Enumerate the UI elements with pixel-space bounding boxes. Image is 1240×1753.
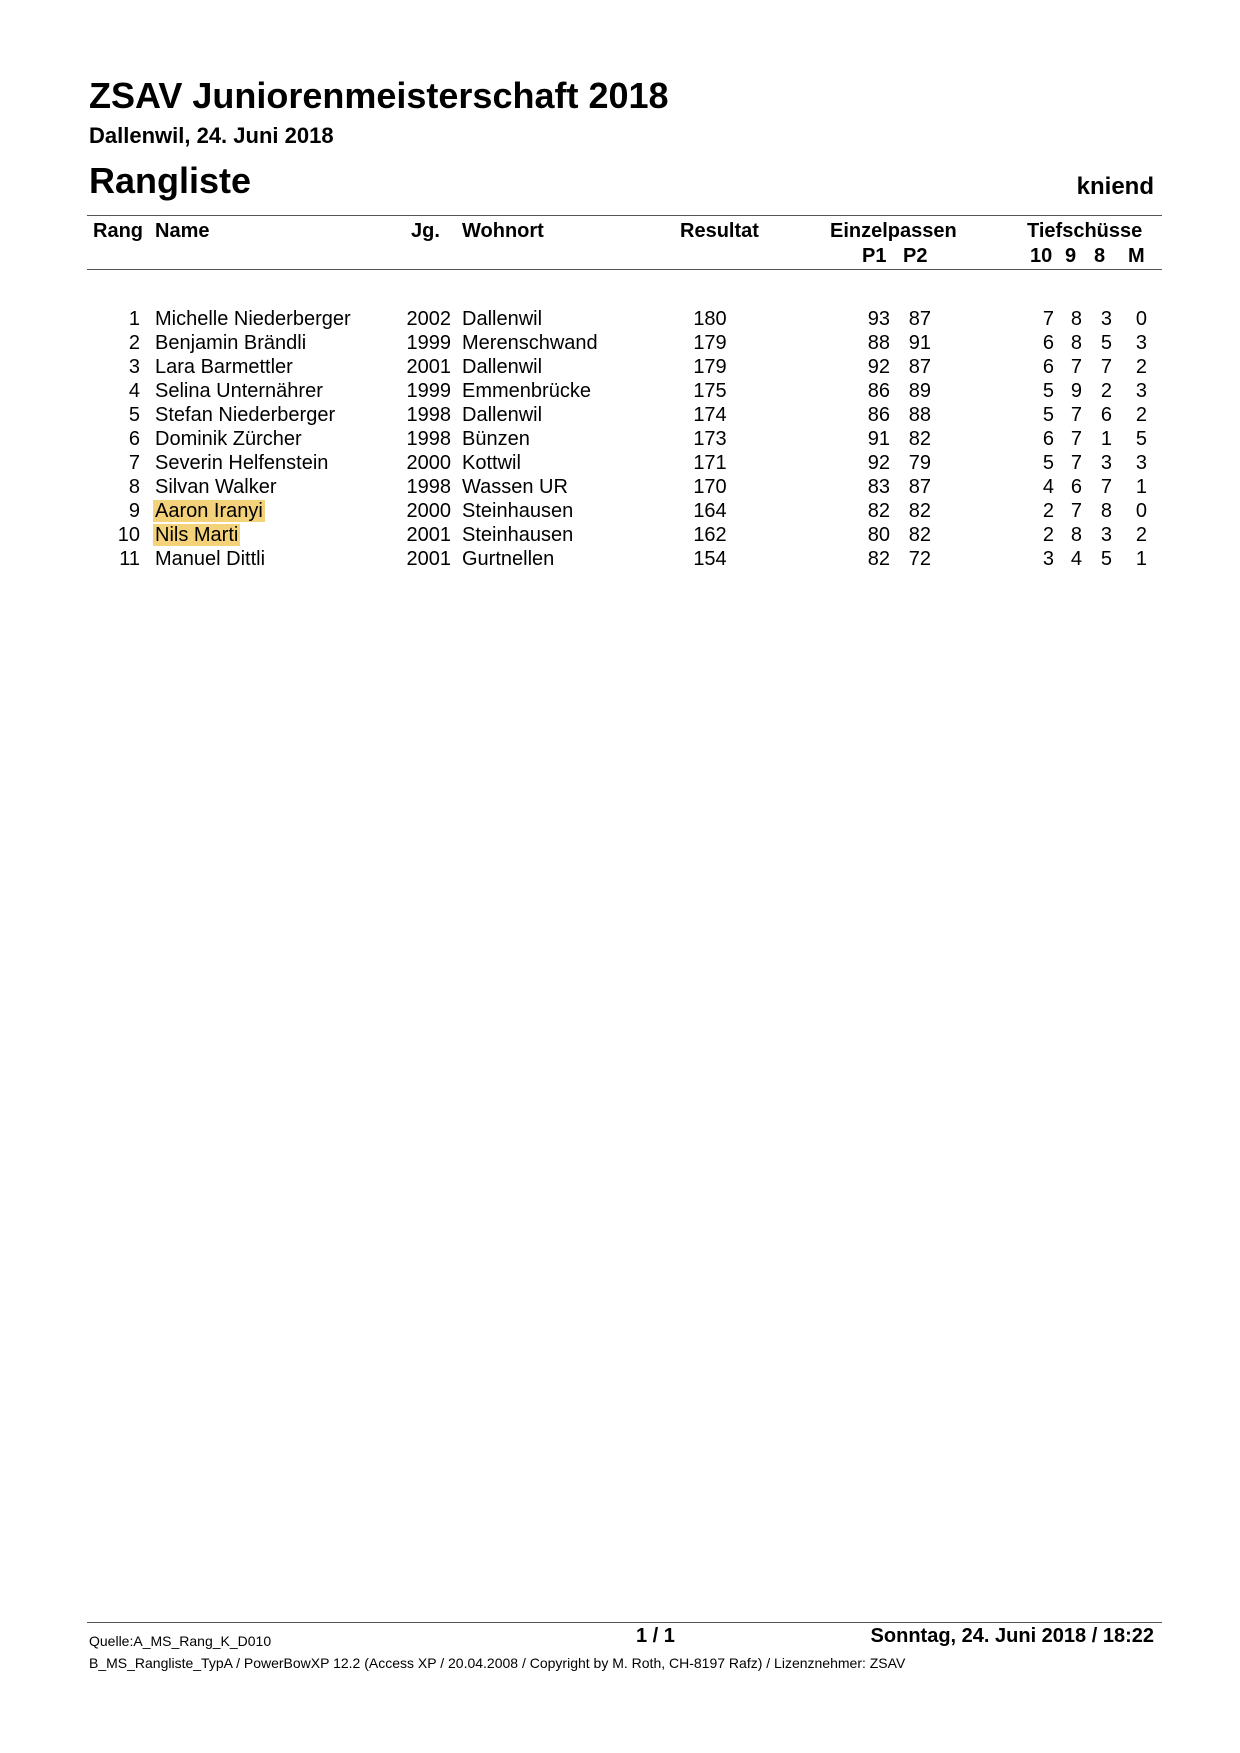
cell-p1: 82 bbox=[867, 548, 890, 570]
cell-wohnort: Dallenwil bbox=[462, 308, 543, 330]
table-row bbox=[0, 403, 1240, 427]
cell-rang: 3 bbox=[128, 356, 140, 378]
cell-t8: 3 bbox=[1100, 308, 1112, 330]
cell-wohnort: Kottwil bbox=[462, 452, 521, 474]
cell-rang: 11 bbox=[119, 548, 140, 570]
footer-copyright: B_MS_Rangliste_TypA / PowerBowXP 12.2 (Access XP / 20.04.2008 / Copyright by M. Roth, CH-8197 Rafz) / Lizenznehmer: ZSAV bbox=[89, 1655, 906, 1671]
cell-p1: 91 bbox=[867, 428, 890, 450]
cell-tm: 2 bbox=[1135, 524, 1147, 546]
cell-jg: 2001 bbox=[406, 548, 451, 570]
cell-name bbox=[155, 355, 293, 379]
cell-t9: 8 bbox=[1070, 524, 1082, 546]
cell-jg: 1998 bbox=[406, 404, 451, 426]
cell-rang: 5 bbox=[128, 404, 140, 426]
col-header-tiefschuesse: Tiefschüsse bbox=[1027, 220, 1143, 242]
cell-p2: 87 bbox=[908, 308, 931, 330]
cell-t8: 7 bbox=[1100, 356, 1112, 378]
cell-t10: 3 bbox=[1042, 548, 1054, 570]
cell-t10: 5 bbox=[1042, 404, 1054, 426]
cell-t8: 5 bbox=[1100, 548, 1112, 570]
cell-wohnort: Bünzen bbox=[462, 428, 530, 450]
cell-t8: 5 bbox=[1100, 332, 1112, 354]
cell-p2: 79 bbox=[908, 452, 931, 474]
cell-tm: 1 bbox=[1135, 476, 1147, 498]
cell-rang: 8 bbox=[128, 476, 140, 498]
footer-source: Quelle:A_MS_Rang_K_D010 bbox=[89, 1633, 272, 1649]
cell-p1: 80 bbox=[867, 524, 890, 546]
cell-t10: 6 bbox=[1042, 356, 1054, 378]
table-row bbox=[0, 379, 1240, 403]
cell-rang: 7 bbox=[128, 452, 140, 474]
cell-t8: 8 bbox=[1100, 500, 1112, 522]
cell-p1: 88 bbox=[867, 332, 890, 354]
cell-jg: 1998 bbox=[406, 428, 451, 450]
cell-t10: 2 bbox=[1042, 500, 1054, 522]
cell-tm: 0 bbox=[1135, 308, 1147, 330]
table-row bbox=[0, 547, 1240, 571]
col-header-p2: P2 bbox=[903, 245, 928, 267]
cell-wohnort: Emmenbrücke bbox=[462, 380, 591, 402]
cell-p2: 88 bbox=[908, 404, 931, 426]
cell-t10: 7 bbox=[1042, 308, 1054, 330]
col-header-t8: 8 bbox=[1094, 245, 1106, 267]
col-header-einzelpassen: Einzelpassen bbox=[830, 220, 957, 242]
header-bottom-rule bbox=[87, 269, 1162, 270]
cell-resultat: 164 bbox=[693, 500, 727, 522]
cell-name-text: Dominik Zürcher bbox=[155, 428, 302, 450]
cell-name-text: Silvan Walker bbox=[155, 476, 277, 498]
cell-name bbox=[155, 379, 323, 403]
cell-jg: 2000 bbox=[406, 500, 451, 522]
cell-wohnort: Dallenwil bbox=[462, 356, 543, 378]
cell-resultat: 162 bbox=[693, 524, 727, 546]
cell-name bbox=[155, 451, 328, 475]
cell-p1: 83 bbox=[867, 476, 890, 498]
cell-t8: 6 bbox=[1100, 404, 1112, 426]
table-row bbox=[0, 355, 1240, 379]
cell-resultat: 174 bbox=[693, 404, 727, 426]
cell-t9: 8 bbox=[1070, 308, 1082, 330]
cell-jg: 1999 bbox=[406, 380, 451, 402]
col-header-t9: 9 bbox=[1065, 245, 1077, 267]
cell-p2: 87 bbox=[908, 356, 931, 378]
cell-p2: 72 bbox=[908, 548, 931, 570]
cell-t9: 6 bbox=[1070, 476, 1082, 498]
col-header-t10: 10 bbox=[1030, 245, 1053, 267]
cell-name-text: Benjamin Brändli bbox=[155, 332, 307, 354]
cell-t8: 2 bbox=[1100, 380, 1112, 402]
category-label: kniend bbox=[1076, 173, 1154, 200]
document-subtitle: Dallenwil, 24. Juni 2018 bbox=[89, 123, 334, 148]
cell-wohnort: Merenschwand bbox=[462, 332, 598, 354]
table-row bbox=[0, 475, 1240, 499]
cell-t10: 5 bbox=[1042, 380, 1054, 402]
cell-p1: 92 bbox=[867, 452, 890, 474]
cell-rang: 9 bbox=[128, 500, 140, 522]
cell-p2: 82 bbox=[908, 500, 931, 522]
cell-resultat: 154 bbox=[693, 548, 727, 570]
cell-p1: 92 bbox=[867, 356, 890, 378]
cell-resultat: 170 bbox=[693, 476, 727, 498]
cell-tm: 1 bbox=[1135, 548, 1147, 570]
table-row bbox=[0, 523, 1240, 547]
col-header-jg: Jg. bbox=[411, 220, 440, 242]
cell-tm: 3 bbox=[1135, 380, 1147, 402]
cell-tm: 2 bbox=[1135, 404, 1147, 426]
cell-jg: 1999 bbox=[406, 332, 451, 354]
table-row bbox=[0, 499, 1240, 523]
cell-t10: 2 bbox=[1042, 524, 1054, 546]
col-header-resultat: Resultat bbox=[680, 220, 759, 242]
cell-name-text: Stefan Niederberger bbox=[155, 404, 336, 426]
footer-datetime: Sonntag, 24. Juni 2018 / 18:22 bbox=[870, 1625, 1154, 1647]
cell-name bbox=[155, 307, 351, 331]
cell-p2: 91 bbox=[908, 332, 931, 354]
cell-t9: 7 bbox=[1070, 500, 1082, 522]
cell-rang: 1 bbox=[128, 308, 140, 330]
cell-rang: 4 bbox=[128, 380, 140, 402]
cell-t10: 6 bbox=[1042, 428, 1054, 450]
cell-resultat: 179 bbox=[693, 332, 727, 354]
col-header-rang: Rang bbox=[93, 220, 143, 242]
cell-t9: 7 bbox=[1070, 428, 1082, 450]
cell-p2: 82 bbox=[908, 428, 931, 450]
cell-name-text: Michelle Niederberger bbox=[155, 308, 351, 330]
cell-t8: 7 bbox=[1100, 476, 1112, 498]
cell-resultat: 180 bbox=[693, 308, 727, 330]
cell-resultat: 175 bbox=[693, 380, 727, 402]
table-row bbox=[0, 451, 1240, 475]
cell-name-text: Nils Marti bbox=[155, 524, 239, 546]
section-title: Rangliste bbox=[89, 160, 252, 201]
cell-jg: 2001 bbox=[406, 524, 451, 546]
table-row bbox=[0, 307, 1240, 331]
cell-rang: 2 bbox=[128, 332, 140, 354]
col-header-name: Name bbox=[155, 220, 210, 242]
cell-t9: 4 bbox=[1070, 548, 1082, 570]
cell-t9: 7 bbox=[1070, 452, 1082, 474]
cell-t9: 7 bbox=[1070, 404, 1082, 426]
table-row bbox=[0, 331, 1240, 355]
cell-name bbox=[155, 547, 265, 571]
footer-rule bbox=[87, 1622, 1162, 1623]
cell-tm: 2 bbox=[1135, 356, 1147, 378]
cell-name bbox=[155, 427, 302, 451]
cell-jg: 2002 bbox=[406, 308, 451, 330]
cell-tm: 0 bbox=[1135, 500, 1147, 522]
cell-name-text: Manuel Dittli bbox=[155, 548, 266, 570]
cell-name bbox=[155, 523, 240, 547]
cell-t9: 8 bbox=[1070, 332, 1082, 354]
document-title: ZSAV Juniorenmeisterschaft 2018 bbox=[89, 75, 669, 116]
cell-wohnort: Steinhausen bbox=[462, 500, 574, 522]
cell-name-text: Selina Unternährer bbox=[155, 380, 323, 402]
table-row bbox=[0, 427, 1240, 451]
cell-t10: 4 bbox=[1042, 476, 1054, 498]
col-header-tm: M bbox=[1128, 245, 1145, 267]
cell-rang: 6 bbox=[128, 428, 140, 450]
cell-name bbox=[155, 499, 265, 523]
cell-name bbox=[155, 475, 277, 499]
cell-resultat: 179 bbox=[693, 356, 727, 378]
cell-p1: 93 bbox=[867, 308, 890, 330]
cell-p1: 82 bbox=[867, 500, 890, 522]
cell-jg: 1998 bbox=[406, 476, 451, 498]
cell-p1: 86 bbox=[867, 380, 890, 402]
cell-wohnort: Steinhausen bbox=[462, 524, 574, 546]
cell-p1: 86 bbox=[867, 404, 890, 426]
cell-t8: 3 bbox=[1100, 452, 1112, 474]
cell-name bbox=[155, 403, 335, 427]
cell-p2: 82 bbox=[908, 524, 931, 546]
cell-t9: 9 bbox=[1070, 380, 1082, 402]
col-header-p1: P1 bbox=[862, 245, 887, 267]
cell-tm: 3 bbox=[1135, 452, 1147, 474]
cell-wohnort: Dallenwil bbox=[462, 404, 543, 426]
cell-resultat: 173 bbox=[693, 428, 727, 450]
cell-resultat: 171 bbox=[693, 452, 727, 474]
cell-jg: 2001 bbox=[406, 356, 451, 378]
cell-wohnort: Wassen UR bbox=[462, 476, 568, 498]
cell-name-text: Severin Helfenstein bbox=[155, 452, 329, 474]
col-header-wohnort: Wohnort bbox=[462, 220, 544, 242]
cell-p2: 87 bbox=[908, 476, 931, 498]
header-top-rule bbox=[87, 215, 1162, 216]
cell-jg: 2000 bbox=[406, 452, 451, 474]
cell-t10: 5 bbox=[1042, 452, 1054, 474]
cell-t9: 7 bbox=[1070, 356, 1082, 378]
cell-tm: 3 bbox=[1135, 332, 1147, 354]
cell-p2: 89 bbox=[908, 380, 931, 402]
cell-t10: 6 bbox=[1042, 332, 1054, 354]
cell-t8: 3 bbox=[1100, 524, 1112, 546]
cell-t8: 1 bbox=[1100, 428, 1112, 450]
footer-page: 1 / 1 bbox=[636, 1625, 675, 1647]
cell-tm: 5 bbox=[1135, 428, 1147, 450]
cell-name-text: Lara Barmettler bbox=[155, 356, 293, 378]
cell-name bbox=[155, 331, 306, 355]
cell-wohnort: Gurtnellen bbox=[462, 548, 555, 570]
cell-name-text: Aaron Iranyi bbox=[155, 500, 263, 522]
cell-rang: 10 bbox=[117, 524, 140, 546]
